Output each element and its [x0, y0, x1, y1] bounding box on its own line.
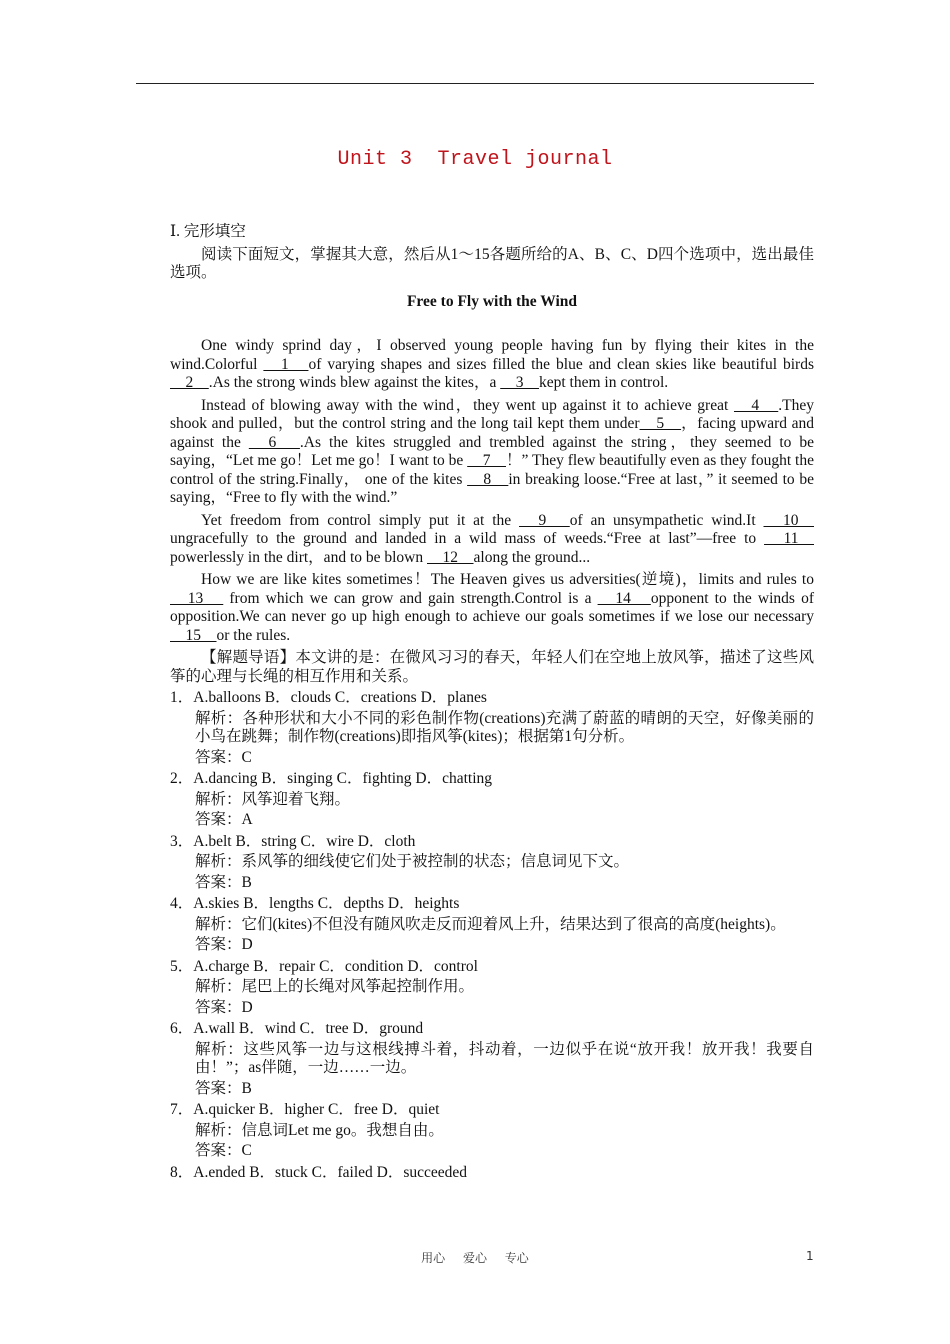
question-options: A.skies B．lengths C．depths D．heights — [193, 895, 460, 912]
question-options-line — [170, 958, 814, 977]
blank: 15 — [170, 626, 217, 644]
explanation — [195, 791, 814, 810]
question-number: 2． — [170, 770, 194, 787]
passage-text: of varying shapes and sizes filled the blue and clean skies like beautiful birds — [308, 355, 814, 373]
document-body — [170, 223, 814, 1184]
passage-text: .As the kites struggled and trembled against the string，they seemed to be saying，“Let me go！Let me go！I want to be — [170, 433, 814, 469]
blank: 3 — [500, 374, 539, 391]
answer-value: C — [241, 748, 252, 766]
question-item — [170, 689, 814, 767]
passage-paragraph — [170, 571, 814, 645]
explanation-text: 它们(kites)不但没有随风吹走反而迎着风上升，结果达到了很高的高度(heights)。 — [241, 915, 786, 933]
explanation-label: 解析： — [195, 915, 242, 933]
guide-text: 本文讲的是：在微风习习的春天，年轻人们在空地上放风筝，描述了这些风筝的心理与长绳的相互作用和关系。 — [170, 649, 814, 685]
passage-text: from which we can grow and gain strength.Control is a — [223, 589, 598, 607]
passage-text: or the rules. — [216, 626, 291, 644]
question-options-line — [170, 833, 814, 852]
explanation-label: 解析： — [195, 1040, 244, 1058]
answer-label: 答案： — [195, 811, 242, 828]
question-options-line — [170, 1101, 814, 1120]
blank: 1 — [263, 355, 309, 373]
answer-value: C — [241, 1142, 252, 1159]
question-item — [170, 895, 814, 955]
blank: 13 — [170, 589, 224, 607]
guide-note — [170, 649, 814, 686]
explanation-text: 各种形状和大小不同的彩色制作物(creations)充满了蔚蓝的晴朗的天空，好像美丽的小鸟在跳舞；制作物(creations)即指风筝(kites)；根据第1句分析。 — [195, 709, 814, 745]
question-number: 4． — [170, 895, 194, 912]
explanation — [195, 1041, 814, 1078]
question-item — [170, 770, 814, 830]
explanation-label: 解析： — [195, 853, 242, 870]
answer-label: 答案： — [195, 936, 242, 953]
blank: 12 — [427, 548, 474, 566]
question-options-line — [170, 1164, 814, 1183]
question-options-line — [170, 1020, 814, 1039]
guide-label: 【解题导语】 — [201, 649, 296, 666]
answer-value: D — [241, 936, 253, 953]
passage-text: .They shook and pulled，but the control string and the long tail kept them under — [170, 396, 814, 432]
passage-text: opponent to the winds of opposition.We can never go up high enough to achieve our goals sometimes if we lose our necessary — [170, 589, 814, 625]
section-heading: Ⅰ. 完形填空 — [170, 223, 246, 240]
question-number: 5． — [170, 957, 194, 975]
passage-text: of an unsympathetic wind.It — [569, 511, 764, 529]
answer — [195, 1142, 814, 1161]
question-list — [170, 689, 814, 1182]
answer-label: 答案： — [195, 998, 242, 1016]
question-item — [170, 833, 814, 893]
explanation — [195, 710, 814, 747]
answer-label: 答案： — [195, 1079, 242, 1097]
instructions: 阅读下面短文，掌握其大意，然后从1～15各题所给的A、B、C、D四个选项中，选出最佳选项。 — [170, 245, 814, 281]
question-options: A.wall B．wind C．tree D．ground — [193, 1020, 424, 1037]
question-options-line — [170, 895, 814, 914]
answer — [195, 999, 814, 1018]
question-options: A.belt B．string C．wire D．cloth — [193, 832, 416, 850]
passage-text: kept them in control. — [538, 374, 669, 391]
passage-text: ，facing upward and against the — [170, 415, 814, 451]
header-rule — [136, 83, 814, 84]
question-item — [170, 958, 814, 1018]
answer — [195, 936, 814, 955]
question-options: A.balloons B．clouds C．creations D．planes — [193, 689, 487, 706]
answer-value: B — [241, 873, 252, 891]
answer-label: 答案： — [195, 1142, 242, 1159]
blank: 14 — [597, 589, 651, 607]
passage-paragraph — [170, 397, 814, 508]
question-number: 1． — [170, 689, 194, 706]
blank: 9 — [519, 511, 570, 529]
blank: 7 — [467, 452, 506, 469]
blank: 8 — [467, 470, 509, 488]
passage-text: How we are like kites sometimes！The Heaven gives us adversities(逆境)，limits and rules to — [201, 571, 814, 588]
blank: 11 — [764, 530, 814, 547]
answer — [195, 811, 814, 830]
explanation-text: 这些风筝一边与这根线搏斗着，抖动着，一边似乎在说“放开我！放开我！我要自由！”；as伴随，一边……一边。 — [195, 1040, 814, 1076]
question-options-line — [170, 770, 814, 789]
passage-text: .As the strong winds blew against the kites，a — [208, 374, 501, 391]
answer-value: A — [241, 811, 253, 828]
passage-paragraph — [170, 337, 814, 393]
question-item — [170, 1101, 814, 1161]
explanation-text: 信息词Let me go。我想自由。 — [241, 1121, 444, 1139]
passage — [170, 337, 814, 645]
explanation — [195, 1122, 814, 1141]
explanation-label: 解析： — [195, 790, 242, 808]
explanation-text: 尾巴上的长绳对风筝起控制作用。 — [241, 978, 475, 995]
question-number: 7． — [170, 1101, 194, 1118]
blank: 5 — [639, 415, 682, 432]
question-options: A.dancing B．singing C．fighting D．chatting — [193, 770, 493, 787]
blank: 4 — [733, 396, 779, 414]
explanation-label: 解析： — [195, 978, 242, 995]
answer-label: 答案： — [195, 748, 242, 766]
question-number: 3． — [170, 832, 194, 850]
question-number: 6． — [170, 1020, 194, 1037]
passage-text: ungracefully to the ground and landed in a wild mass of weeds.“Free at last”—free to — [170, 530, 765, 547]
page-number: 1 — [806, 1249, 814, 1263]
passage-text: in breaking loose.“Free at last，” it seemed to be saying，“Free to fly with the wind.” — [170, 470, 814, 506]
question-options: A.ended B．stuck C．failed D．succeeded — [193, 1163, 468, 1181]
blank: 2 — [170, 374, 209, 391]
page-title: Unit 3 Travel journal — [337, 148, 613, 171]
explanation-text: 系风筝的细线使它们处于被控制的状态；信息词见下文。 — [241, 853, 630, 870]
question-number: 8． — [170, 1163, 194, 1181]
question-options: A.quicker B．higher C．free D．quiet — [193, 1101, 440, 1118]
answer — [195, 874, 814, 893]
passage-text: along the ground... — [473, 548, 591, 566]
answer-value: D — [241, 998, 253, 1016]
answer-value: B — [241, 1079, 252, 1097]
explanation-label: 解析： — [195, 709, 243, 727]
passage-text: ！” They flew beautifully even as they fought the control of the string.Finally， one of the kites — [170, 452, 814, 488]
question-options: A.charge B．repair C．condition D．control — [193, 957, 478, 975]
passage-text: Yet freedom from control simply put it at the — [201, 511, 520, 529]
passage-title: Free to Fly with the Wind — [406, 292, 578, 310]
passage-paragraph — [170, 512, 814, 568]
answer — [195, 749, 814, 768]
answer-label: 答案： — [195, 873, 242, 891]
passage-text: Instead of blowing away with the wind，they went up against it to achieve great — [201, 396, 734, 414]
passage-text: powerlessly in the dirt，and to be blown — [170, 548, 427, 566]
explanation — [195, 916, 814, 935]
answer — [195, 1080, 814, 1099]
explanation — [195, 853, 814, 872]
page-footer: 用心 爱心 专心 — [421, 1251, 529, 1265]
question-options-line — [170, 689, 814, 708]
question-item — [170, 1020, 814, 1098]
blank: 6 — [248, 433, 300, 451]
question-item — [170, 1164, 814, 1183]
explanation-label: 解析： — [195, 1121, 242, 1139]
explanation — [195, 978, 814, 997]
passage-text: One windy sprind day，I observed young people having fun by flying their kites in the wind.Colorful — [170, 337, 814, 373]
blank: 10 — [763, 511, 814, 529]
explanation-text: 风筝迎着飞翔。 — [241, 790, 351, 808]
